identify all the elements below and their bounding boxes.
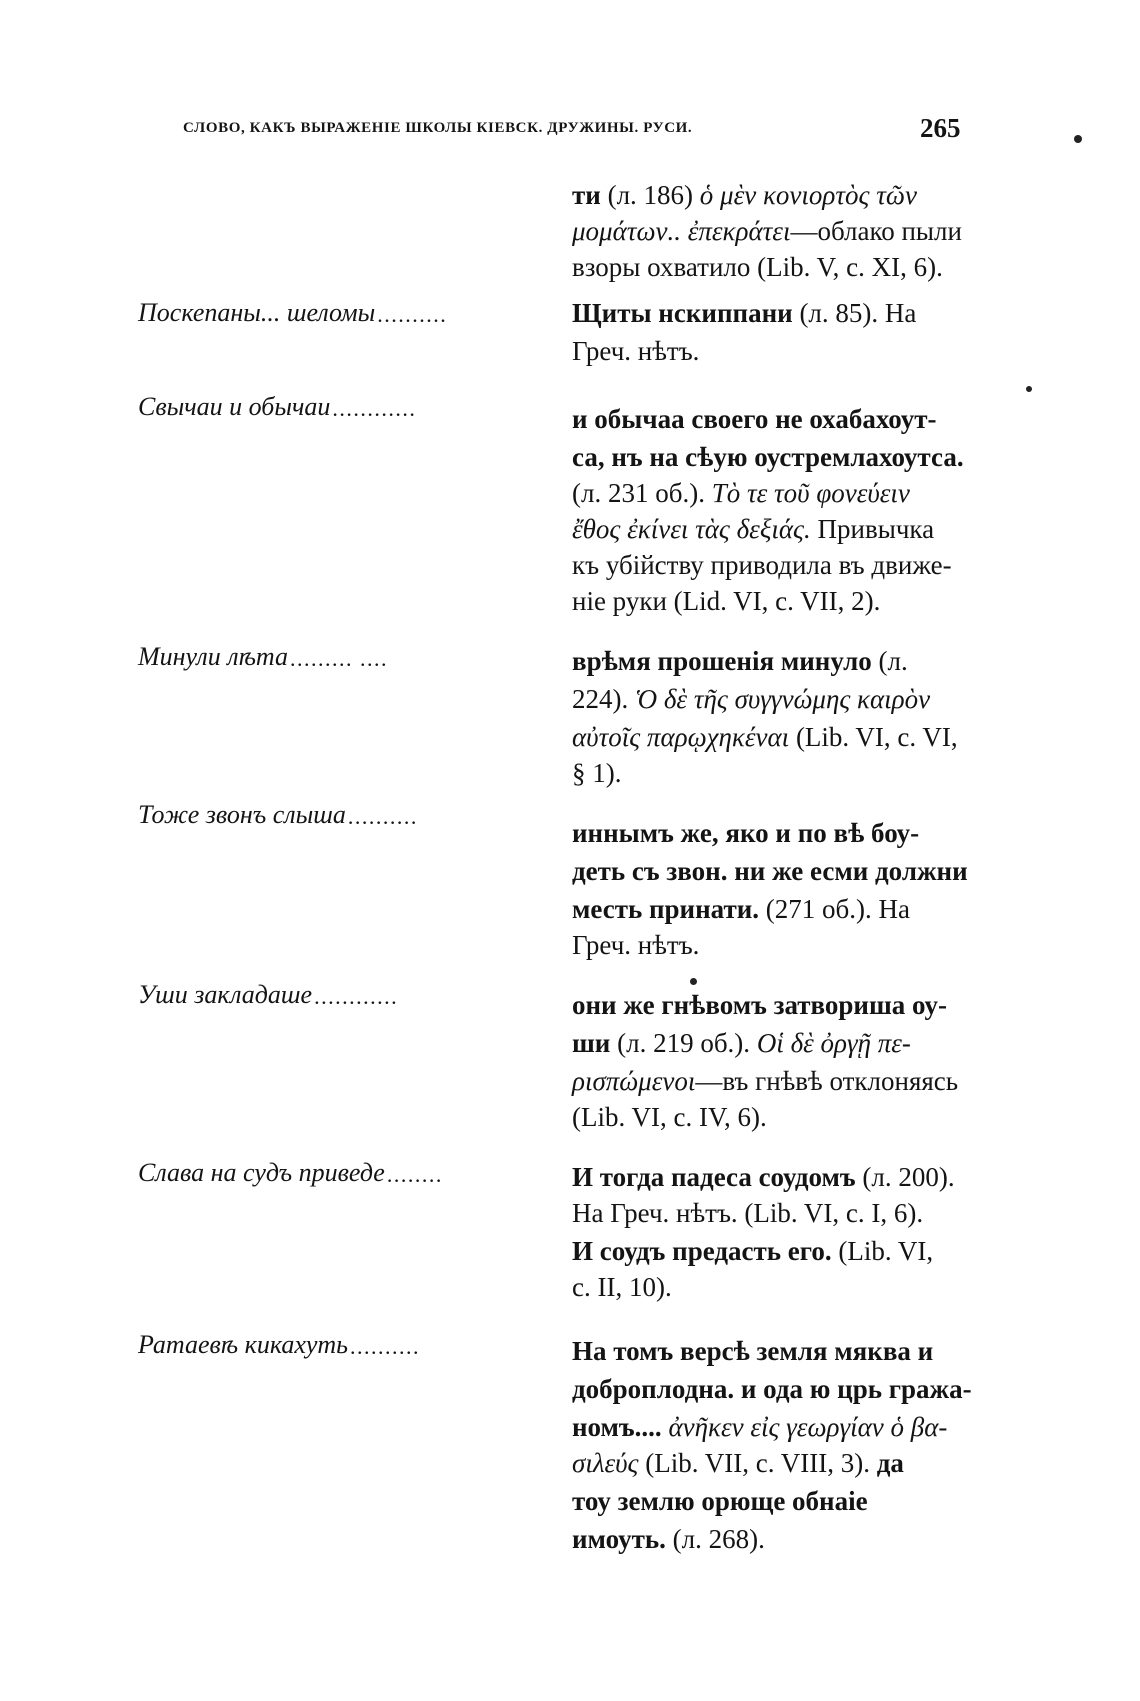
gloss-term: Уши закладаше xyxy=(138,980,313,1009)
greek-quote: ἔθος ἐκίνει τὰς δεξιάς. xyxy=(572,514,811,544)
greek-quote: Ὁ δὲ τῆς συγγνώμης καιρὸν xyxy=(635,684,931,714)
commentary-text: 224). xyxy=(572,684,635,714)
commentary-text: Греч. нѣтъ. xyxy=(572,336,700,366)
gloss-line xyxy=(572,1198,923,1229)
gloss-term: Тоже звонъ слыша xyxy=(138,800,346,829)
gloss-line xyxy=(572,856,968,887)
gloss-line xyxy=(572,1272,672,1303)
gloss-term: Слава на судъ приведе xyxy=(138,1158,385,1187)
gloss-line xyxy=(572,586,880,617)
commentary-text: (Lib. VI, xyxy=(831,1236,934,1266)
gloss-line xyxy=(572,1336,933,1367)
gloss-line xyxy=(572,1102,767,1133)
slavonic-quote: са, нъ на сѣую оустремлахоутса. xyxy=(572,442,964,472)
gloss-line xyxy=(572,1412,947,1443)
leader-dots: ............ xyxy=(332,396,417,421)
leader-dots: .......... xyxy=(347,804,418,829)
gloss-line xyxy=(572,1066,958,1097)
slavonic-quote: ши xyxy=(572,1028,611,1058)
gloss-line xyxy=(572,646,908,677)
gloss-line xyxy=(572,1448,904,1479)
gloss-line xyxy=(572,1162,955,1193)
gloss-line xyxy=(572,216,962,247)
leader-dots: ........ xyxy=(386,1162,443,1187)
greek-quote: ἀνῆκεν εἰς γεωργίαν ὁ βα- xyxy=(661,1412,948,1442)
gloss-line xyxy=(572,722,958,753)
greek-quote: ὁ μὲν κονιορτὸς τῶν xyxy=(699,180,917,210)
commentary-text: § 1). xyxy=(572,758,622,788)
slavonic-quote: имоуть. xyxy=(572,1524,666,1554)
gloss-line xyxy=(572,990,947,1021)
gloss-line xyxy=(572,1374,972,1405)
gloss-line xyxy=(572,550,952,581)
commentary-text: На Греч. нѣтъ. (Lib. VI, c. I, 6). xyxy=(572,1198,924,1228)
gloss-term: Поскепаны... шеломы xyxy=(138,298,376,327)
gloss-line xyxy=(572,252,943,283)
slavonic-quote: номъ.... xyxy=(572,1412,662,1442)
print-speck xyxy=(690,978,697,985)
running-head: СЛОВО, КАКЪ ВЫРАЖЕНІЕ ШКОЛЫ КІЕВСК. ДРУЖИНЫ. РУСИ. xyxy=(183,120,693,136)
commentary-text: (л. 186) xyxy=(600,180,700,210)
commentary-text: взоры охватило (Lib. V, c. XI, 6). xyxy=(572,252,943,282)
greek-quote: μομάτων.. ἐπεκράτει xyxy=(572,216,791,246)
slavonic-quote: На томъ версѣ земля мяква и xyxy=(572,1336,934,1366)
commentary-text: (л. 268). xyxy=(665,1524,765,1554)
gloss-line xyxy=(572,180,917,211)
greek-quote: ρισπώμενοι xyxy=(572,1066,696,1096)
gloss-line xyxy=(572,1028,911,1059)
commentary-text: Привычка xyxy=(810,514,935,544)
slavonic-quote: да xyxy=(876,1448,904,1478)
greek-quote: σιλεύς xyxy=(572,1448,639,1478)
gloss-line xyxy=(572,442,964,473)
print-speck xyxy=(1074,135,1082,143)
gloss-line xyxy=(572,478,910,509)
commentary-text: (Lib. VI, c. VI, xyxy=(789,722,958,752)
gloss-line xyxy=(572,404,937,435)
gloss-line xyxy=(572,818,919,849)
commentary-text: Греч. нѣтъ. xyxy=(572,930,700,960)
page-number: 265 xyxy=(920,113,961,143)
gloss-line xyxy=(572,758,622,789)
gloss-line xyxy=(572,514,934,545)
gloss-term: Свычаи и обычаи xyxy=(138,392,331,421)
commentary-text: къ убійству приводила въ движе- xyxy=(572,550,952,580)
gloss-line xyxy=(572,1486,868,1517)
commentary-text: —въ гнѣвѣ отклоняясь xyxy=(695,1066,959,1096)
commentary-text: (л. 231 об.). xyxy=(572,478,712,508)
print-speck xyxy=(1026,386,1032,392)
gloss-line xyxy=(572,684,930,715)
leader-dots: ............ xyxy=(314,984,399,1009)
commentary-text: (л. 200). xyxy=(855,1162,955,1192)
slavonic-quote: деть съ звон. ни же есми должни xyxy=(572,856,968,886)
greek-quote: αὐτοῖς παρῳχηκέναι xyxy=(572,722,790,752)
slavonic-quote: месть принати. xyxy=(572,894,760,924)
gloss-term: Ратаевѣ кикахуть xyxy=(138,1330,349,1359)
commentary-text: (л. 85). На xyxy=(792,298,917,328)
slavonic-quote: И тогда падеса соудомъ xyxy=(572,1162,856,1192)
commentary-text: (л. xyxy=(871,646,908,676)
gloss-line xyxy=(572,336,699,367)
gloss-line xyxy=(572,1236,933,1267)
greek-quote: Τὸ τε τοῦ φονεύειν xyxy=(711,478,910,508)
slavonic-quote: Щиты нскиппани xyxy=(572,298,793,328)
commentary-text: (л. 219 об.). xyxy=(610,1028,757,1058)
gloss-term: Минули лѣта xyxy=(138,642,289,671)
commentary-text: (Lib. VI, c. IV, 6). xyxy=(572,1102,767,1132)
gloss-line xyxy=(572,930,699,961)
commentary-text: c. II, 10). xyxy=(572,1272,672,1302)
gloss-line xyxy=(572,298,916,329)
commentary-text: ніе руки (Lid. VI, c. VII, 2). xyxy=(572,586,881,616)
greek-quote: Οἱ δὲ ὀργῇ πε- xyxy=(756,1028,911,1058)
commentary-text: (Lib. VII, c. VIII, 3). xyxy=(638,1448,877,1478)
leader-dots: .......... xyxy=(350,1334,421,1359)
commentary-text: (271 об.). На xyxy=(759,894,910,924)
leader-dots: .......... xyxy=(377,302,448,327)
slavonic-quote: доброплодна. и ода ю црь гража- xyxy=(572,1374,972,1404)
leader-dots: ......... .... xyxy=(290,646,389,671)
slavonic-quote: тоу землю орюще обнаіе xyxy=(572,1486,868,1516)
gloss-line xyxy=(572,894,910,925)
slavonic-quote: и обычаа своего не охабахоут- xyxy=(572,404,937,434)
slavonic-quote: они же гнѣвомъ затвориша оу- xyxy=(572,990,947,1020)
gloss-line xyxy=(572,1524,765,1555)
slavonic-quote: И соудъ предасть его. xyxy=(572,1236,832,1266)
slavonic-quote: иннымъ же, яко и по вѣ боу- xyxy=(572,818,920,848)
slavonic-quote: ти xyxy=(572,180,601,210)
commentary-text: —облако пыли xyxy=(790,216,962,246)
slavonic-quote: врѣмя прошенія минуло xyxy=(572,646,872,676)
